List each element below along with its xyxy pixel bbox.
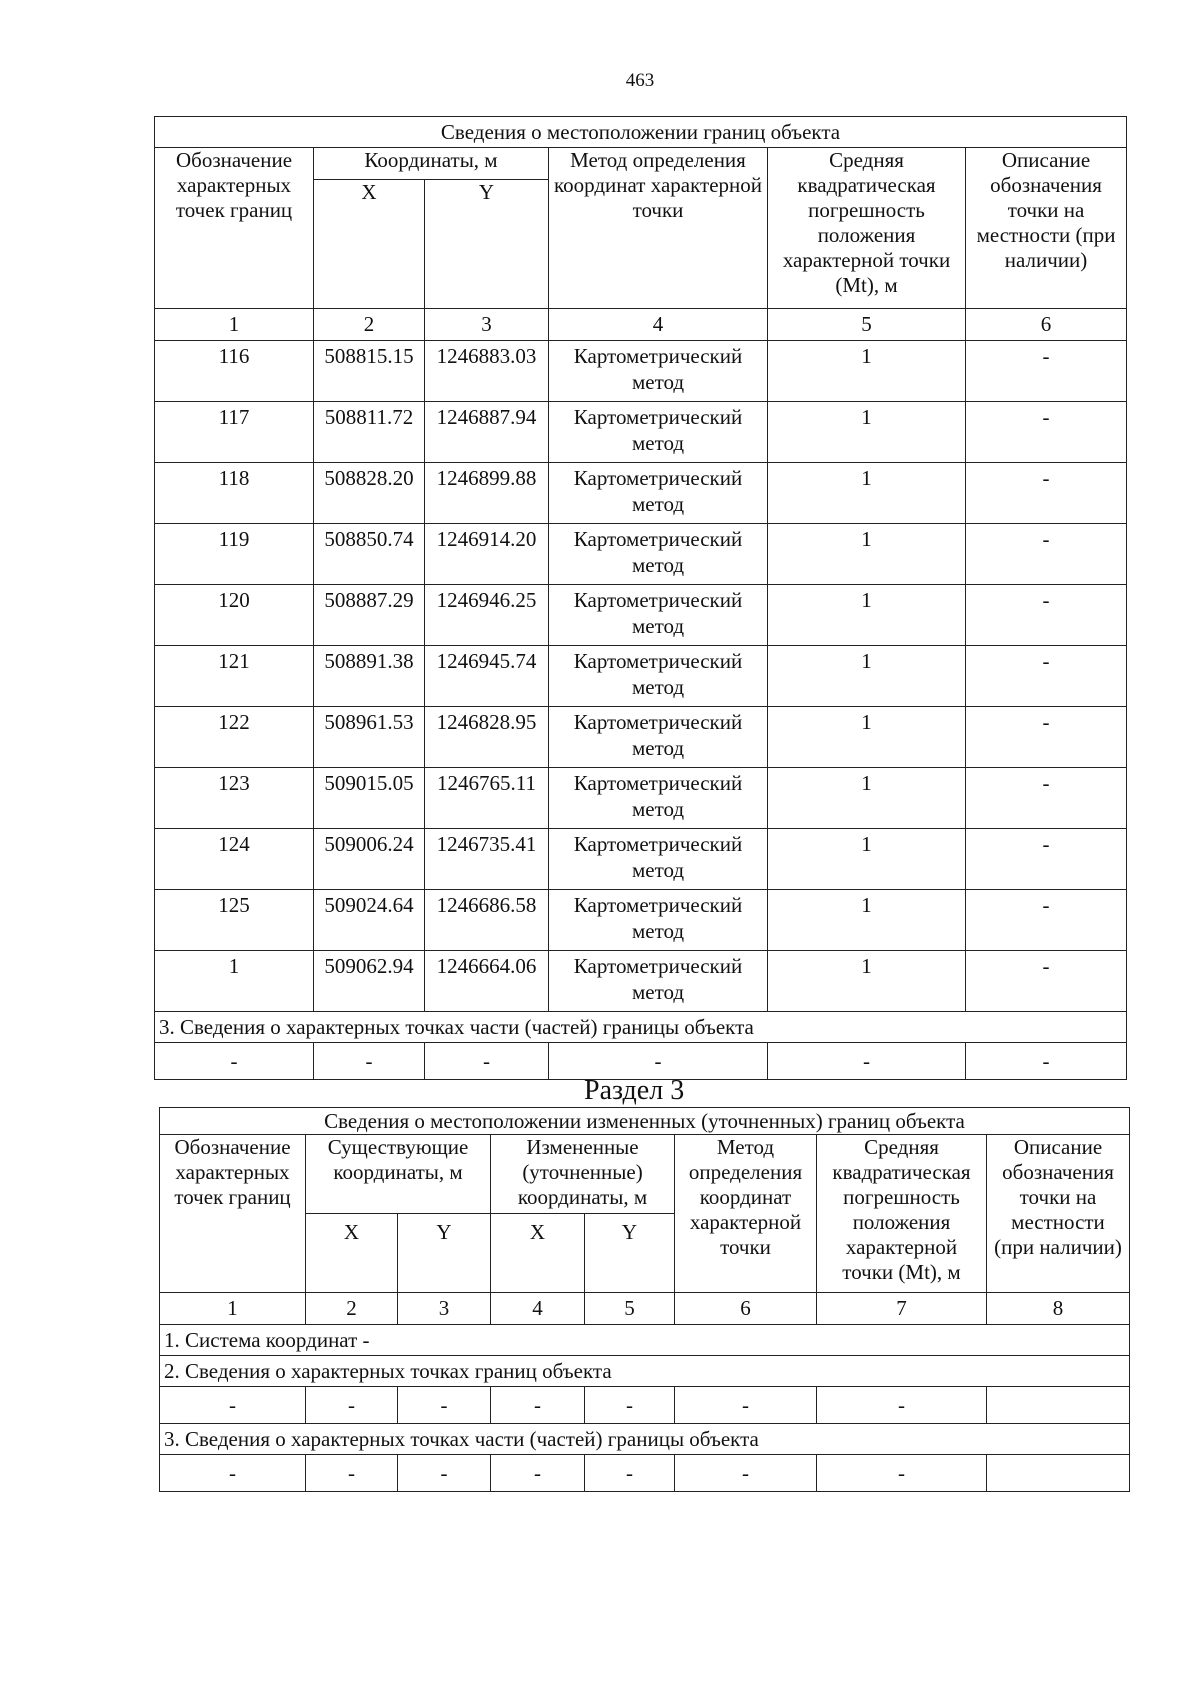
error-cell: 1	[768, 524, 966, 585]
description-cell: -	[966, 402, 1127, 463]
table-row	[155, 951, 1127, 1012]
header-x: X	[491, 1214, 585, 1293]
error-cell: 1	[768, 829, 966, 890]
col-number: 5	[585, 1293, 675, 1325]
table-cell: -	[425, 1043, 549, 1080]
point-id: 119	[155, 524, 314, 585]
header-error: Средняя квадратическая погрешность положения характерной точки (Mt), м	[768, 148, 966, 309]
page-number: 463	[625, 70, 655, 91]
header-y: Y	[425, 180, 549, 309]
description-cell: -	[966, 768, 1127, 829]
coord-y: 1246887.94	[425, 402, 549, 463]
error-cell: 1	[768, 585, 966, 646]
coord-y: 1246686.58	[425, 890, 549, 951]
table-cell: -	[314, 1043, 425, 1080]
points-row	[160, 1387, 1130, 1424]
table-row	[155, 646, 1127, 707]
boundary-table	[154, 116, 1127, 1080]
method-cell: Картометрический метод	[549, 829, 768, 890]
point-id: 118	[155, 463, 314, 524]
method-cell: Картометрический метод	[549, 890, 768, 951]
changed-boundary-table	[159, 1107, 1130, 1492]
col-number: 6	[966, 309, 1127, 341]
table-cell: -	[398, 1387, 491, 1424]
coord-y: 1246914.20	[425, 524, 549, 585]
table-cell: -	[398, 1455, 491, 1492]
description-cell: -	[966, 646, 1127, 707]
col-number: 1	[155, 309, 314, 341]
error-cell: 1	[768, 768, 966, 829]
point-id: 124	[155, 829, 314, 890]
error-cell: 1	[768, 707, 966, 768]
coord-x: 508815.15	[314, 341, 425, 402]
header-point-designation: Обозначение характерных точек границ	[155, 148, 314, 309]
coord-x: 509006.24	[314, 829, 425, 890]
error-cell: 1	[768, 463, 966, 524]
part-row	[160, 1455, 1130, 1492]
header-changed-coordinates: Измененные (уточненные) координаты, м	[491, 1135, 675, 1214]
coord-x: 508850.74	[314, 524, 425, 585]
table-cell: -	[491, 1455, 585, 1492]
error-cell: 1	[768, 890, 966, 951]
col-number: 4	[491, 1293, 585, 1325]
table-cell: -	[585, 1387, 675, 1424]
coord-x: 509024.64	[314, 890, 425, 951]
coord-y: 1246946.25	[425, 585, 549, 646]
method-cell: Картометрический метод	[549, 768, 768, 829]
description-cell: -	[966, 585, 1127, 646]
col-number: 8	[987, 1293, 1130, 1325]
method-cell: Картометрический метод	[549, 585, 768, 646]
header-description: Описание обозначения точки на местности (при наличии)	[966, 148, 1127, 309]
table-cell: -	[160, 1455, 306, 1492]
table-cell: -	[549, 1043, 768, 1080]
coord-y: 1246765.11	[425, 768, 549, 829]
coord-x: 509015.05	[314, 768, 425, 829]
coord-y: 1246828.95	[425, 707, 549, 768]
part-row	[155, 1043, 1127, 1080]
point-id: 122	[155, 707, 314, 768]
point-id: 116	[155, 341, 314, 402]
coord-y: 1246664.06	[425, 951, 549, 1012]
table-cell: -	[585, 1455, 675, 1492]
description-cell: -	[966, 463, 1127, 524]
coord-x: 508828.20	[314, 463, 425, 524]
col-number: 2	[314, 309, 425, 341]
method-cell: Картометрический метод	[549, 951, 768, 1012]
method-cell: Картометрический метод	[549, 402, 768, 463]
coord-y: 1246945.74	[425, 646, 549, 707]
table-cell: -	[306, 1455, 398, 1492]
header-coordinates: Координаты, м	[314, 148, 549, 180]
column-numbers-row	[160, 1293, 1130, 1325]
error-cell: 1	[768, 646, 966, 707]
coord-x: 508887.29	[314, 585, 425, 646]
table-row	[155, 402, 1127, 463]
table-row	[155, 829, 1127, 890]
table-caption: Сведения о местоположении измененных (уточненных) границ объекта	[160, 1108, 1130, 1135]
method-cell: Картометрический метод	[549, 524, 768, 585]
table-cell: -	[768, 1043, 966, 1080]
points-heading: 2. Сведения о характерных точках границ объекта	[160, 1356, 1130, 1387]
header-error: Средняя квадратическая погрешность положения характерной точки (Mt), м	[817, 1135, 987, 1293]
header-y: Y	[585, 1214, 675, 1293]
coord-x: 508811.72	[314, 402, 425, 463]
table-cell: -	[817, 1455, 987, 1492]
section-title: Раздел 3	[584, 1075, 685, 1106]
header-description: Описание обозначения точки на местности (при наличии)	[987, 1135, 1130, 1293]
table-cell: -	[966, 1043, 1127, 1080]
table-cell: -	[160, 1387, 306, 1424]
point-id: 1	[155, 951, 314, 1012]
point-id: 120	[155, 585, 314, 646]
col-number: 3	[425, 309, 549, 341]
col-number: 2	[306, 1293, 398, 1325]
point-id: 121	[155, 646, 314, 707]
coord-x: 508891.38	[314, 646, 425, 707]
description-cell: -	[966, 951, 1127, 1012]
col-number: 1	[160, 1293, 306, 1325]
description-cell: -	[966, 890, 1127, 951]
description-cell: -	[966, 524, 1127, 585]
method-cell: Картометрический метод	[549, 463, 768, 524]
point-id: 117	[155, 402, 314, 463]
header-x: X	[306, 1214, 398, 1293]
header-method: Метод определения координат характерной точки	[675, 1135, 817, 1293]
col-number: 6	[675, 1293, 817, 1325]
coord-x: 509062.94	[314, 951, 425, 1012]
point-id: 123	[155, 768, 314, 829]
coordinate-system-row: 1. Система координат -	[160, 1325, 1130, 1356]
header-point-designation: Обозначение характерных точек границ	[160, 1135, 306, 1293]
table-cell: -	[817, 1387, 987, 1424]
coord-x: 508961.53	[314, 707, 425, 768]
error-cell: 1	[768, 341, 966, 402]
table-cell	[987, 1455, 1130, 1492]
table-cell: -	[675, 1387, 817, 1424]
error-cell: 1	[768, 402, 966, 463]
part-heading: 3. Сведения о характерных точках части (частей) границы объекта	[160, 1424, 1130, 1455]
table-row	[155, 707, 1127, 768]
column-numbers-row	[155, 309, 1127, 341]
table-cell: -	[675, 1455, 817, 1492]
header-y: Y	[398, 1214, 491, 1293]
part-heading: 3. Сведения о характерных точках части (частей) границы объекта	[155, 1012, 1127, 1043]
header-x: X	[314, 180, 425, 309]
coord-y: 1246883.03	[425, 341, 549, 402]
method-cell: Картометрический метод	[549, 707, 768, 768]
table-row	[155, 585, 1127, 646]
col-number: 3	[398, 1293, 491, 1325]
point-id: 125	[155, 890, 314, 951]
method-cell: Картометрический метод	[549, 341, 768, 402]
table-row	[155, 341, 1127, 402]
table-cell: -	[491, 1387, 585, 1424]
table-row	[155, 768, 1127, 829]
table-cell: -	[155, 1043, 314, 1080]
col-number: 4	[549, 309, 768, 341]
table-cell	[987, 1387, 1130, 1424]
description-cell: -	[966, 707, 1127, 768]
col-number: 5	[768, 309, 966, 341]
table-row	[155, 524, 1127, 585]
coord-y: 1246735.41	[425, 829, 549, 890]
header-method: Метод определения координат характерной точки	[549, 148, 768, 309]
table-caption: Сведения о местоположении границ объекта	[155, 117, 1127, 148]
table-row	[155, 463, 1127, 524]
method-cell: Картометрический метод	[549, 646, 768, 707]
coord-y: 1246899.88	[425, 463, 549, 524]
table-row	[155, 890, 1127, 951]
description-cell: -	[966, 341, 1127, 402]
col-number: 7	[817, 1293, 987, 1325]
error-cell: 1	[768, 951, 966, 1012]
table-cell: -	[306, 1387, 398, 1424]
header-existing-coordinates: Существующие координаты, м	[306, 1135, 491, 1214]
description-cell: -	[966, 829, 1127, 890]
